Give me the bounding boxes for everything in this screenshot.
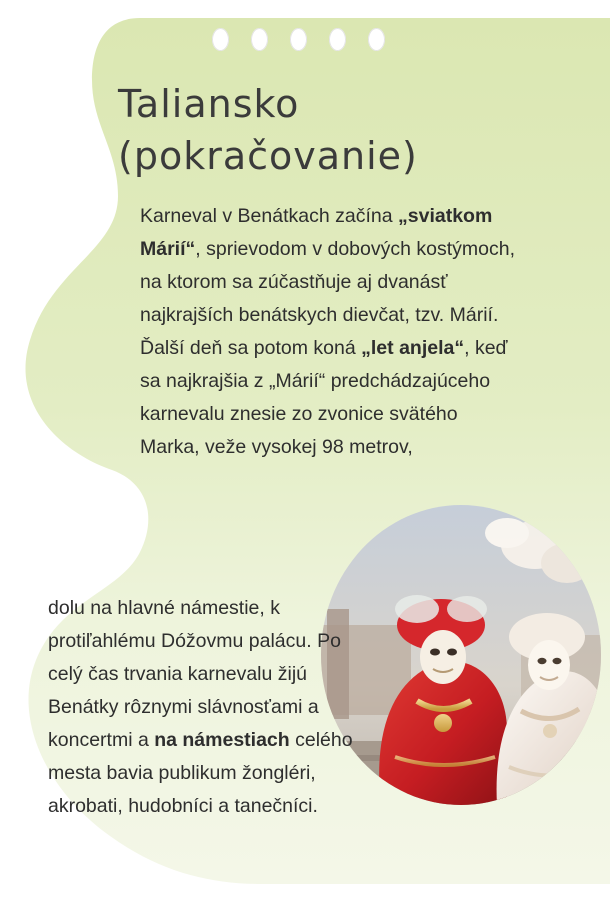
carnival-photo-svg bbox=[321, 505, 601, 805]
body-paragraph-top bbox=[140, 200, 520, 464]
title-line-2: (pokračovanie) bbox=[118, 134, 418, 178]
body-bottom-text: dolu na hlavné námestie, k protiľahlému Dóžovmu palácu. Po celý čas trvania karnevalu žijú Benátky rôznymi slávnosťami a koncertmi a na námestiach celého mesta bavia publikum žongléri, akrobati, hudobníci a tanečníci. bbox=[48, 597, 353, 817]
body-top-text: Karneval v Benátkach začína „sviatkom Márií“, sprievodom v dobových kostýmoch, na ktorom sa zúčastňuje aj dvanásť najkrajších benátskych dievčat, tzv. Márií. Ďalší deň sa potom koná „let anjela“, keď sa najkrajšia z „Márií“ predchádzajúceho karnevalu znesie zo zvonice svätého Marka, veže vysokej 98 metrov, bbox=[140, 205, 515, 458]
page-title bbox=[118, 78, 538, 182]
carnival-photo bbox=[321, 505, 601, 805]
title-line-1: Taliansko bbox=[118, 82, 300, 126]
body-paragraph-bottom bbox=[48, 592, 358, 823]
